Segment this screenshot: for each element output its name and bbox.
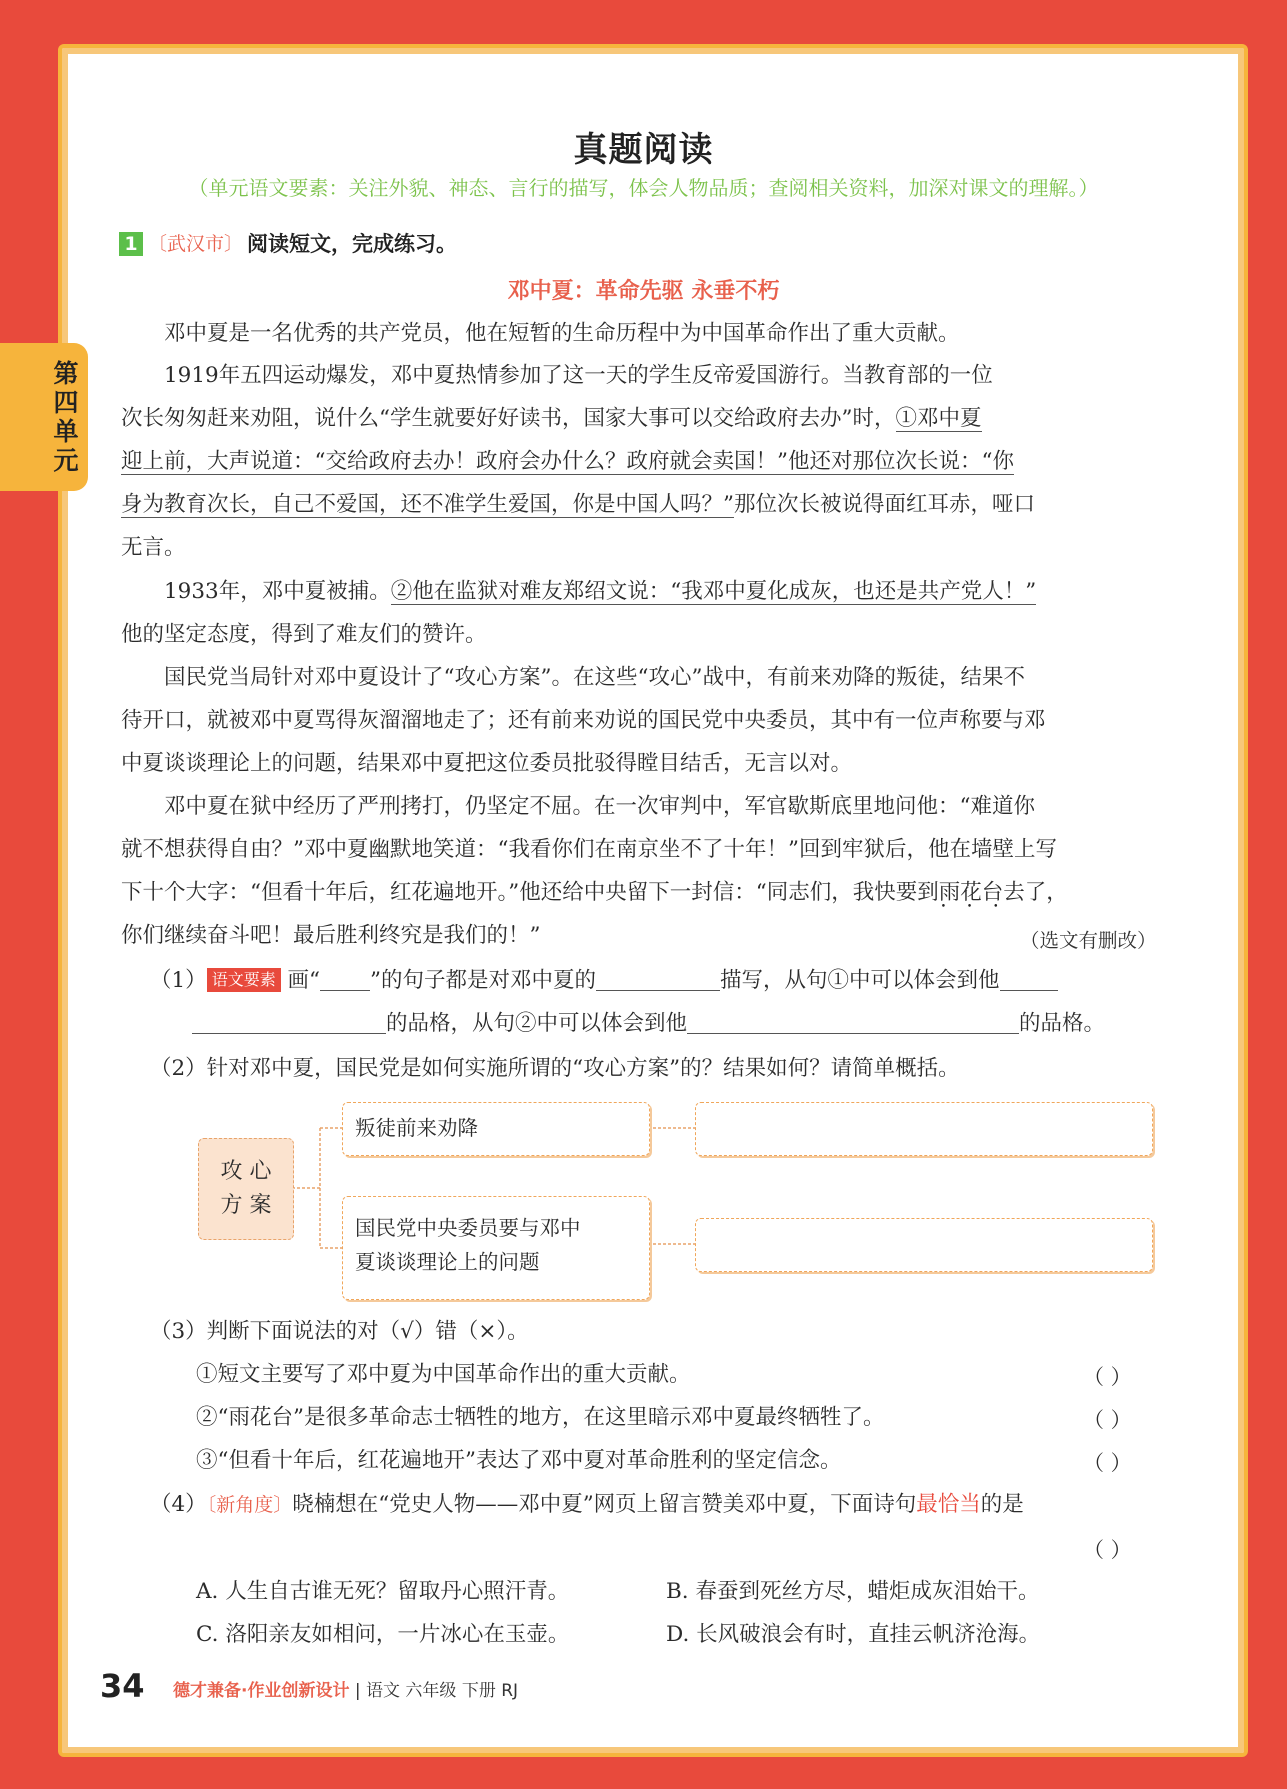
question-instruction: 阅读短文，完成练习。 — [247, 232, 457, 256]
article-line: 你们继续奋斗吧！最后胜利终究是我们的！” — [121, 923, 541, 948]
q3-answer-paren-2[interactable]: （ ） — [1083, 1408, 1132, 1432]
article-text: 下十个大字：“但看十年后，红花遍地开。”他还给中央留下一封信：“同志们，我快要到 — [121, 880, 939, 905]
q4-prefix: （4） — [150, 1492, 207, 1517]
q4-tag: 〔新角度〕 — [206, 1494, 293, 1516]
unit-label: 第四单元 — [53, 359, 79, 475]
q1-tag: 语文要素 — [207, 968, 281, 992]
q1-text: 描写，从句①中可以体会到他 — [720, 968, 1000, 993]
q4-option-d[interactable]: D. 长风破浪会有时，直挂云帆济沧海。 — [666, 1622, 1041, 1647]
article-line: 就不想获得自由？”邓中夏幽默地笑道：“我看你们在南京坐不了十年！”回到牢狱后，他在墙壁上写 — [121, 837, 1057, 862]
q4-text: 的是 — [980, 1492, 1024, 1517]
question-3-text: （3）判断下面说法的对（√）错（×）。 — [150, 1319, 529, 1344]
article-line: 邓中夏在狱中经历了严刑拷打，仍坚定不屈。在一次审判中，军官歇斯底里地问他：“难道你 — [164, 794, 1035, 819]
question-2-text: （2）针对邓中夏，国民党是如何实施所谓的“攻心方案”的？结果如何？请简单概括。 — [150, 1056, 960, 1081]
q4-option-a[interactable]: A. 人生自古谁无死？留取丹心照汗青。 — [196, 1579, 570, 1604]
article-text: 去了， — [1003, 880, 1068, 905]
question-number-badge: 1 — [119, 232, 143, 256]
q1-prefix: （1） — [150, 968, 207, 993]
q1-text: ”的句子都是对邓中夏的 — [370, 968, 597, 993]
q4-answer-paren[interactable]: （ ） — [1083, 1538, 1132, 1562]
article-text: 那位次长被说得面红耳赤，哑口 — [734, 492, 1036, 517]
answer-box-1[interactable] — [695, 1102, 1153, 1156]
question-4-text — [150, 1491, 1188, 1519]
q4-option-c[interactable]: C. 洛阳亲友如相问，一片冰心在玉壶。 — [196, 1622, 570, 1647]
article-line: 待开口，就被邓中夏骂得灰溜溜地走了；还有前来劝说的国民党中央委员，其中有一位声称要与邓 — [121, 708, 1046, 733]
answer-box-2[interactable] — [695, 1218, 1153, 1272]
footer-book-info: 语文 六年级 下册 RJ — [366, 1681, 519, 1701]
source-note: （选文有删改） — [1020, 929, 1157, 952]
question-source-tag: 〔武汉市〕 — [148, 233, 244, 255]
q1-text: 的品格。 — [1019, 1011, 1106, 1036]
q3-statement-2: ②“雨花台”是很多革命志士牺牲的地方，在这里暗示邓中夏最终牺牲了。 — [196, 1405, 885, 1430]
article-paragraph-1: 邓中夏是一名优秀的共产党员，他在短暂的生命历程中为中国革命作出了重大贡献。 — [164, 321, 960, 346]
q4-text: 晓楠想在“党史人物——邓中夏”网页上留言赞美邓中夏，下面诗句 — [292, 1492, 917, 1517]
q3-statement-1: ①短文主要写了邓中夏为中国革命作出的重大贡献。 — [196, 1362, 691, 1387]
article-text: 1933年，邓中夏被捕。 — [164, 579, 391, 604]
underlined-sentence-2: ②他在监狱对难友郑绍文说：“我邓中夏化成灰，也还是共产党人！” — [390, 579, 1037, 604]
article-line: 无言。 — [121, 535, 186, 560]
underlined-sentence-1: ①邓中夏 — [895, 406, 982, 431]
underlined-sentence-1: 迎上前，大声说道：“交给政府去办！政府会办什么？政府就会卖国！”他还对那位次长说：“你 — [121, 449, 1014, 474]
page-number: 34 — [100, 1667, 145, 1705]
branch-2-label — [355, 1211, 581, 1279]
q1-text: 画“ — [287, 968, 321, 993]
emphasis-dotted-word: 雨花台 • • • — [939, 880, 1004, 905]
article-line: 国民党当局针对邓中夏设计了“攻心方案”。在这些“攻心”战中，有前来劝降的叛徒，结果不 — [164, 665, 1025, 690]
q3-statement-3: ③“但看十年后，红花遍地开”表达了邓中夏对革命胜利的坚定信念。 — [196, 1448, 842, 1473]
q3-answer-paren-1[interactable]: （ ） — [1083, 1365, 1132, 1389]
mind-map-center-label — [199, 1155, 293, 1223]
footer-separator: | — [354, 1681, 361, 1701]
center-label-line-1: 攻 心 — [220, 1159, 272, 1184]
page-title: 真题阅读 — [573, 130, 714, 170]
article-text: 次长匆匆赶来劝阻，说什么“学生就要好好读书，国家大事可以交给政府去办”时， — [121, 406, 896, 431]
q4-option-b[interactable]: B. 春蚕到死丝方尽，蜡炬成灰泪始干。 — [666, 1579, 1040, 1604]
footer-info — [173, 1676, 518, 1701]
branch-1-label: 叛徒前来劝降 — [355, 1116, 478, 1140]
article-title: 邓中夏：革命先驱 永垂不朽 — [507, 279, 780, 304]
mind-map-branch-1 — [342, 1102, 650, 1156]
branch-2-line-2: 夏谈谈理论上的问题 — [355, 1250, 540, 1274]
article-line: 中夏谈谈理论上的问题，结果邓中夏把这位委员批驳得瞠目结舌，无言以对。 — [121, 751, 853, 776]
branch-2-line-1: 国民党中央委员要与邓中 — [355, 1216, 581, 1240]
mind-map-branch-2 — [342, 1196, 650, 1300]
q1-text: 的品格，从句②中可以体会到他 — [386, 1011, 688, 1036]
underlined-sentence-1: 身为教育次长，自己不爱国，还不准学生爱国，你是中国人吗？” — [121, 492, 734, 517]
q3-answer-paren-3[interactable]: （ ） — [1083, 1451, 1132, 1475]
mind-map-center — [198, 1138, 294, 1240]
unit-elements-note: （单元语文要素：关注外貌、神态、言行的描写，体会人物品质；查阅相关资料，加深对课文的理解。） — [188, 176, 1099, 200]
center-label-line-2: 方 案 — [220, 1193, 272, 1218]
article-line: 1919年五四运动爆发，邓中夏热情参加了这一天的学生反帝爱国游行。当教育部的一位 — [164, 363, 993, 388]
article-line: 他的坚定态度，得到了难友们的赞许。 — [121, 622, 487, 647]
footer-brand: 德才兼备·作业创新设计 — [173, 1681, 350, 1701]
q4-emphasis: 最恰当 — [916, 1492, 981, 1517]
